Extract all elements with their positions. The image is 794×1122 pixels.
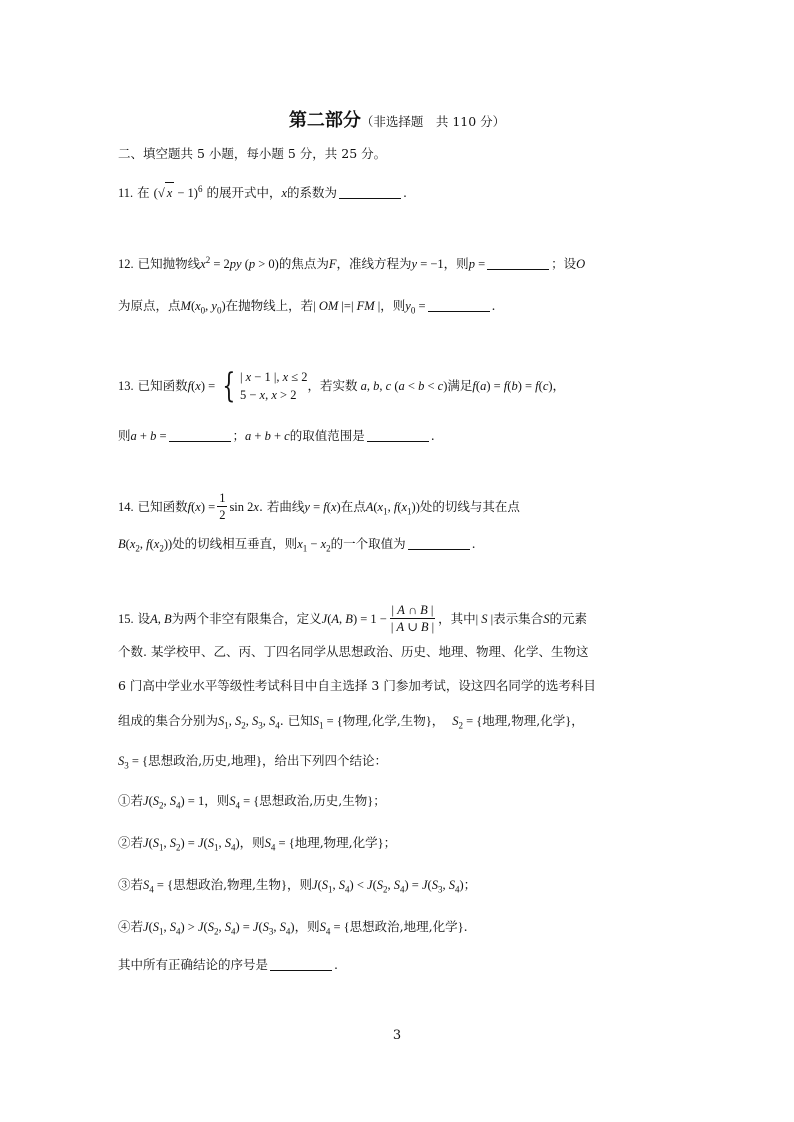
q12-text-2: 的焦点为: [278, 256, 329, 271]
q13-text-1: 已知函数: [137, 378, 188, 393]
q13-cases: | x − 1 |, x ≤ 2 5 − x, x > 2: [239, 370, 308, 402]
q15-s3-label: $S_3$ = {: [118, 754, 149, 771]
q14-text-2: . 若曲线: [258, 498, 305, 514]
section-instruction: 二、填空题共 5 小题，每小题 5 分，共 25 分。: [118, 146, 387, 161]
q11-expr: (√ x − 1)$^6$: [154, 186, 203, 200]
q15-sets-list: $S_1$, $S_2$, $S_3$, $S_4$: [218, 714, 280, 731]
q13-brace: {: [222, 366, 236, 406]
c2-set: 地理,物理,化学: [294, 835, 378, 850]
q14-text-4: 处的切线与其在点: [419, 498, 520, 514]
title-sub: （非选择题 共 110 分）: [360, 114, 506, 129]
q15-final-text: 其中所有正确结论的序号是: [118, 957, 269, 972]
q15-text-1: 设: [137, 610, 151, 626]
q14-text-1: 已知函数: [137, 498, 188, 514]
q12-p-eq: p =: [468, 257, 486, 271]
q15-number: 15.: [118, 611, 134, 626]
q12-focus: F: [328, 257, 337, 271]
question-15-line-5: $S_3$ = {思想政治,历史,地理}，给出下列四个结论：: [118, 753, 388, 771]
q13-text-4: 则: [118, 428, 131, 443]
q14-text-5: 处的切线相互垂直，则: [172, 536, 298, 551]
section-title: [0, 106, 794, 132]
q15-s3-set: 思想政治,历史,地理: [148, 753, 257, 768]
c3-relation: $J(S_1$, $S_4) < J(S_2$, $S_4) = J(S_3$, $S_4$): [312, 878, 464, 895]
conclusion-4: ④若$J(S_1$, $S_4) > J(S_2$, $S_4) = J(S_3$, $S_4$)，则$S_4$ = {思想政治,地理,化学}.: [118, 919, 468, 937]
c2-mark: ②若: [118, 835, 144, 850]
q14-diff: $x_1 - x_2$: [297, 537, 331, 554]
q15-def-j: J(A, B) = 1 −: [321, 611, 387, 626]
question-15-line-3: 6 门高中学业水平等级性考试科目中自主选择 3 门参加考试，设这四名同学的选考科目: [118, 678, 596, 693]
q14-fraction: $\frac{1}{2}$: [219, 491, 226, 522]
q13-func-name: f(x) =: [187, 379, 219, 393]
q15-text-6: 组成的集合分别为: [118, 713, 219, 728]
question-15-line-1: [118, 602, 587, 635]
q13-vars: a, b, c (a < b < c): [360, 379, 448, 393]
q13-text-6: 的取值范围是: [289, 428, 365, 443]
q15-text-7: . 已知: [279, 713, 313, 728]
conclusion-3: ③若$S_4$ = {思想政治,物理,生物}，则$J(S_1$, $S_4) < J(S_2$, $S_4) = J(S_3$, $S_4$)；: [118, 877, 477, 895]
c2-condition: $J(S_1$, $S_2) = J(S_1$, $S_4$): [143, 836, 240, 853]
question-15-line-4: 组成的集合分别为$S_1$, $S_2$, $S_3$, $S_4$. 已知$S_1$ = {物理,化学,生物}， $S_2$ = {地理,物理,化学}，: [118, 713, 584, 731]
c3-s4-label: $S_4$ = {: [143, 878, 174, 895]
q12-text-7: 在抛物线上，若: [225, 298, 314, 313]
q12-text-5: ；设: [551, 256, 577, 271]
q15-text-5: 的元素: [549, 610, 587, 626]
q15-set-s: S: [543, 611, 550, 626]
q12-point: $M(x_0$, $y_0$): [180, 299, 226, 316]
q11-answer-blank[interactable]: [339, 186, 401, 199]
c4-s4-label: $S_4$ = {: [319, 920, 350, 937]
q13-number: 13.: [118, 379, 134, 393]
c2-s4-label: $S_4$ = {: [264, 836, 295, 853]
q14-point-a: $A(x_1$, $f(x_1)$): [365, 499, 420, 516]
q13-answer-blank-2[interactable]: [367, 429, 429, 442]
q12-text-1: 已知抛物线: [137, 256, 201, 271]
page-number: 3: [392, 1028, 402, 1043]
c4-mark: ④若: [118, 919, 144, 934]
q13-text-5: ；: [232, 428, 246, 443]
c1-mark: ①若: [118, 793, 144, 808]
q15-s1-set: 物理,化学,生物: [342, 713, 426, 728]
q13-text-3: 满足: [447, 378, 473, 393]
conclusion-1: ①若$J(S_2$, $S_4) = 1$，则$S_4$ = {思想政治,历史,生物}；: [118, 793, 386, 811]
q15-text-2: 为两个非空有限集合，定义: [171, 610, 322, 626]
q11-text-2: 的展开式中，: [206, 185, 282, 200]
q15-s2-set: 地理,物理,化学: [482, 713, 566, 728]
q14-number: 14.: [118, 499, 134, 514]
c3-set: 思想政治,物理,生物: [173, 877, 282, 892]
q14-text-6: 的一个取值为: [330, 536, 406, 551]
q13-sum-abc: a + b + c: [245, 429, 290, 443]
q14-sin: sin 2x: [229, 499, 259, 514]
q11-text-1: 在: [137, 185, 150, 200]
q15-text-8: ，给出下列四个结论：: [262, 753, 388, 768]
q13-text-2: ，若实数: [307, 378, 358, 393]
question-11: 11. 在 (√ x − 1)$^6$ 的展开式中，x的系数为 .: [118, 182, 407, 203]
q15-text-3: ，其中: [438, 610, 476, 626]
q12-condition: | OM |=| FM |: [313, 299, 381, 313]
c1-then: ，则: [204, 793, 230, 808]
q15-text-4: 表示集合: [493, 610, 544, 626]
q12-text-3: ，准线方程为: [336, 256, 412, 271]
title-main: 第二部分: [288, 110, 361, 131]
question-15-line-2: 个数. 某学校甲、乙、丙、丁四名同学从思想政治、历史、地理、物理、化学、生物这: [118, 644, 589, 659]
question-13-line-1: 13. 已知函数 f(x) = { | x − 1 |, x ≤ 2 5 − x, x > 2 ，若实数 a, b, c (a < b < c) 满足 f(a) = f(b) = f(c) ，: [118, 366, 566, 406]
q12-text-4: ，则: [443, 256, 469, 271]
q13-sum-ab: a + b =: [130, 429, 167, 443]
q14-func: f(x) =: [187, 499, 216, 514]
c2-then: ，则: [239, 835, 265, 850]
c4-then: ，则: [294, 919, 320, 934]
q14-answer-blank[interactable]: [408, 537, 470, 550]
question-12-line-2: 为原点，点$M(x_0$, $y_0$)在抛物线上，若| OM |=| FM |，则$y_0$ = .: [118, 298, 496, 316]
q12-text-8: ，则: [380, 298, 406, 313]
q13-answer-blank-1[interactable]: [169, 429, 231, 442]
q11-number: 11.: [118, 186, 134, 200]
question-13-line-2: 则a + b = ；a + b + c的取值范围是 .: [118, 428, 435, 443]
q14-point-b: $B(x_2$, $f(x_2)$): [118, 537, 173, 554]
c3-mark: ③若: [118, 877, 144, 892]
question-12-line-1: [118, 254, 585, 274]
q15-s2-label: $S_2$ = {: [452, 714, 483, 731]
q12-text-6: 为原点，点: [118, 298, 181, 313]
c1-s4-label: $S_4$ = {: [229, 794, 260, 811]
c4-set: 思想政治,地理,化学: [349, 919, 458, 934]
q12-answer-blank-2[interactable]: [428, 299, 490, 312]
q14-curve: y = f(x): [304, 499, 341, 514]
c4-condition: $J(S_1$, $S_4) > J(S_2$, $S_4) = J(S_3$, $S_4$): [143, 920, 295, 937]
q15-sets-ab: A, B: [150, 611, 172, 626]
q15-card-s: | S |: [475, 611, 494, 626]
c1-condition: $J(S_2$, $S_4) = 1$: [143, 794, 205, 811]
q11-var: x: [281, 186, 288, 200]
q14-text-3: 在点: [340, 498, 366, 514]
q12-directrix: y = −1: [411, 257, 444, 271]
q11-text-3: 的系数为: [287, 185, 338, 200]
q12-origin: O: [576, 257, 586, 271]
q13-equality: f(a) = f(b) = f(c): [472, 379, 553, 393]
q12-answer-blank-1[interactable]: [487, 257, 549, 270]
q15-final: 其中所有正确结论的序号是 .: [118, 957, 338, 972]
q15-fraction: $\frac{| A \cap B |}{| A \cup B |}$: [390, 603, 435, 634]
q15-answer-blank[interactable]: [270, 958, 332, 971]
question-14-line-1: [118, 490, 520, 523]
q12-y0-eq: $y_0$ =: [405, 299, 426, 316]
q12-number: 12.: [118, 257, 134, 271]
conclusion-2: ②若$J(S_1$, $S_2) = J(S_1$, $S_4$)，则$S_4$ = {地理,物理,化学}；: [118, 835, 397, 853]
question-14-line-2: $B(x_2$, $f(x_2)$)处的切线相互垂直，则$x_1 - x_2$的一个取值为 .: [118, 536, 476, 554]
q12-parabola-expr: $x^2 = 2py$ (p > 0): [200, 254, 279, 271]
c3-then: ，则: [287, 877, 313, 892]
q15-s1-label: $S_1$ = {: [312, 714, 343, 731]
c1-set: 思想政治,历史,生物: [259, 793, 368, 808]
